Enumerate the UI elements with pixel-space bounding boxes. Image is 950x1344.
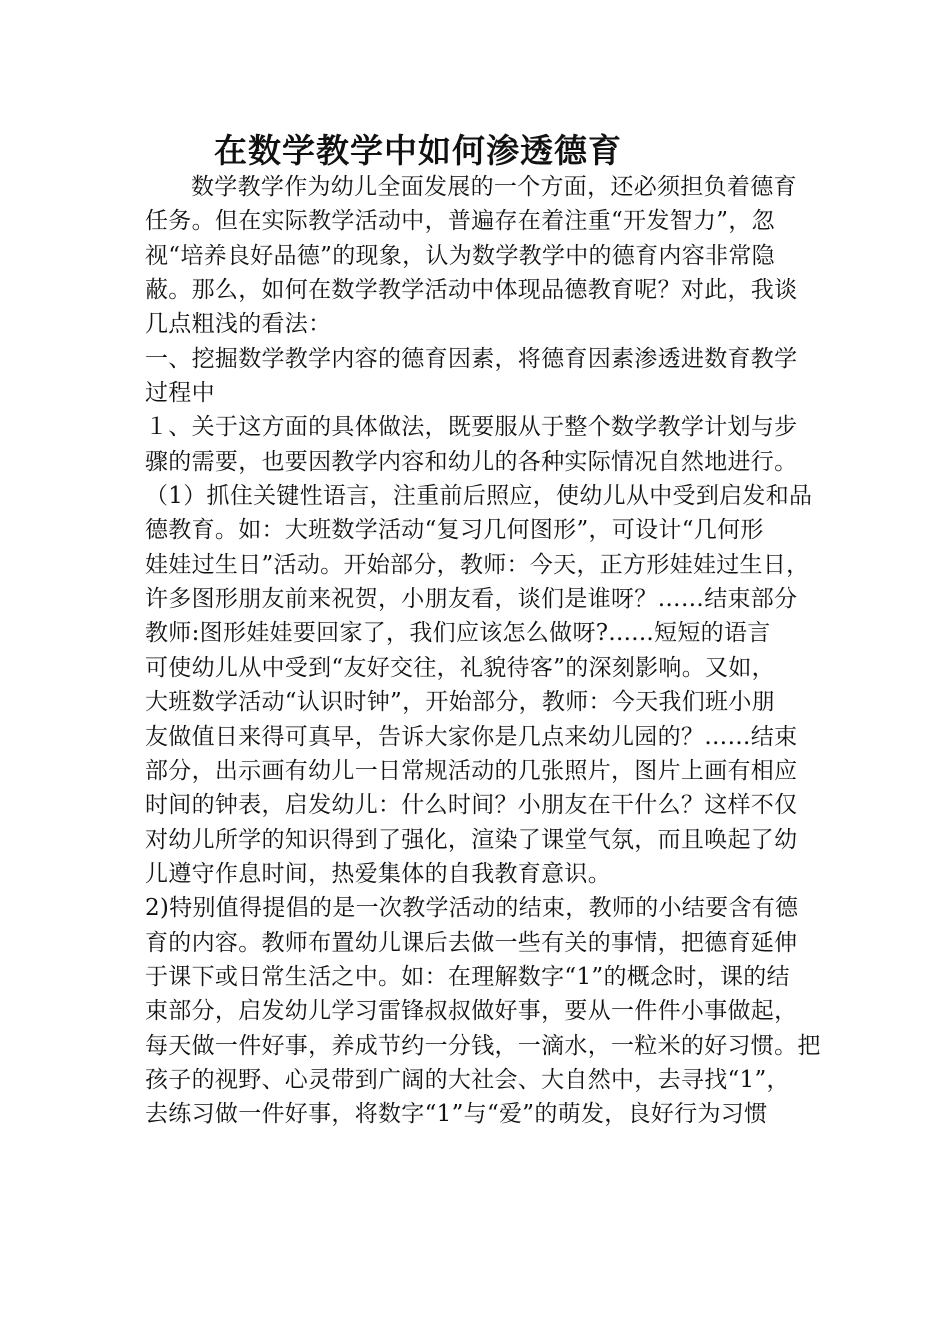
paragraph-line: 视“培养良好品德”的现象，认为数学教学中的德育内容非常隐 <box>145 242 775 269</box>
paragraph-line: 孩子的视野、心灵带到广阔的大社会、大自然中，去寻找“1”， <box>145 1066 790 1093</box>
paragraph-line: 束部分，启发幼儿学习雷锋叔叔做好事，要从一件件小事做起， <box>145 998 798 1025</box>
section-heading-line: 一、挖掘数学教学内容的德育因素，将德育因素渗透进数育教学 <box>145 345 798 372</box>
paragraph-line: 教师:图形娃娃要回家了，我们应该怎么做呀?......短短的语言 <box>145 620 771 647</box>
paragraph-line: 于课下或日常生活之中。如：在理解数字“1”的概念时，课的结 <box>145 963 790 990</box>
paragraph-line: 部分，出示画有幼儿一日常规活动的几张照片，图片上画有相应 <box>145 757 798 784</box>
paragraph-line: 育的内容。教师布置幼儿课后去做一些有关的事情，把德育延伸 <box>145 929 798 956</box>
paragraph-line: 德教育。如：大班数学活动“复习几何图形”，可设计“几何形 <box>145 517 764 544</box>
section-heading-line: 过程中 <box>145 380 215 407</box>
paragraph-line: 几点粗浅的看法： <box>145 311 332 338</box>
paragraph-line: 骤的需要，也要因教学内容和幼儿的各种实际情况自然地进行。 <box>145 448 798 475</box>
paragraph-line: 可使幼儿从中受到“友好交往，礼貌待客”的深刻影响。又如， <box>145 654 775 681</box>
paragraph-line: 2)特别值得提倡的是一次教学活动的结束，教师的小结要含有德 <box>145 895 799 922</box>
paragraph-line: 任务。但在实际教学活动中，普遍存在着注重“开发智力”，忽 <box>145 208 775 235</box>
document-title: 在数学教学中如何渗透德育 <box>214 131 622 170</box>
paragraph-line: （1）抓住关键性语言，注重前后照应，使幼儿从中受到启发和品 <box>145 483 813 510</box>
paragraph-line: 每天做一件好事，养成节约一分钱，一滴水，一粒米的好习惯。把 <box>145 1032 821 1059</box>
paragraph-line: 娃娃过生日”活动。开始部分，教师：今天，正方形娃娃过生日， <box>145 551 810 578</box>
paragraph-line: 儿遵守作息时间，热爱集体的自我教育意识。 <box>145 860 611 887</box>
paragraph-line: 大班数学活动“认识时钟”，开始部分，教师：今天我们班小朋 <box>145 689 775 716</box>
paragraph-line: 时间的钟表，启发幼儿：什么时间？小朋友在干什么？这样不仅 <box>145 792 798 819</box>
paragraph-line: 去练习做一件好事，将数字“1”与“爱”的萌发，良好行为习惯 <box>145 1101 768 1128</box>
paragraph-line: 蔽。那么，如何在数学教学活动中体现品德教育呢？对此，我谈 <box>145 277 798 304</box>
paragraph-line: 许多图形朋友前来祝贺，小朋友看，谈们是谁呀？……结束部分 <box>145 586 798 613</box>
paragraph-line: 对幼儿所学的知识得到了强化，渲染了课堂气氛，而且唤起了幼 <box>145 826 798 853</box>
paragraph-line: 友做值日来得可真早，告诉大家你是几点来幼儿园的？……结束 <box>145 723 798 750</box>
paragraph-line: 数学教学作为幼儿全面发展的一个方面，还必须担负着德育 <box>191 174 797 200</box>
paragraph-line: １、关于这方面的具体做法，既要服从于整个数学教学计划与步 <box>145 414 798 441</box>
document-body <box>145 170 821 1132</box>
